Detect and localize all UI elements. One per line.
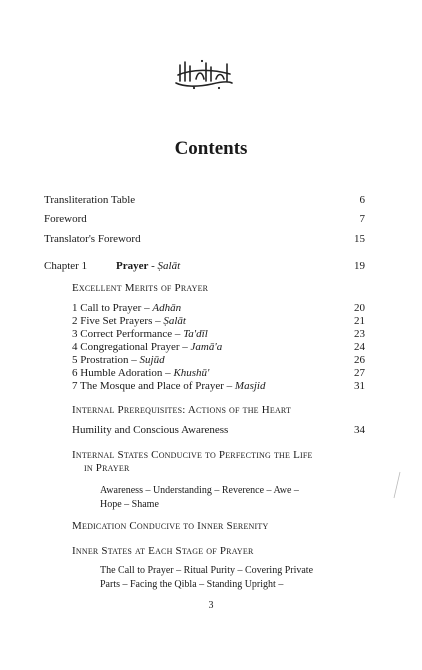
contents-page: Contents Transliteration Table 6 Foreword 7 Translator's Foreword 15 Chapter 1 Prayer - Ṣalāt 19 Excellent Merits of Prayer 1 Call to Prayer – Adhān 20 2 Five Set Prayers – Ṣalāt 21 3 Correct Performance – Ta'dīl 23 4 Congregational Prayer – Jamā'a 24 5 Prostration – Sujūd 26 6 Humble Adoration – Khushū' 27 7 The Mosque and Place of Prayer – Masjid 31 Internal Prerequisites: Actions of the Heart Humility and Conscious Awareness 34 Internal States Conducive to Perfecting the Life in Prayer Awareness – Understanding – Reverence – Awe – Hope – Shame Medication Conducive to Inner Serenity Inner States at Each Stage of Prayer The Call to Prayer – Ritual Purity – Covering Private Parts – Facing the Qibla – Standing Upright – 3 (0, 0, 422, 670)
inner-states-text: The Call to Prayer – Ritual Purity – Covering Private Parts – Facing the Qibla – Standing Upright – (100, 565, 314, 590)
chapter-translit: Ṣalāt (157, 260, 181, 272)
toc-page: 6 (359, 194, 365, 206)
internal-states-text: Awareness – Understanding – Reverence – Awe – Hope – Shame (100, 485, 299, 510)
page-number: 3 (208, 600, 214, 611)
page-title: Contents (174, 138, 248, 159)
toc-label: Translator's Foreword (44, 233, 141, 245)
toc-label: Transliteration Table (44, 194, 136, 206)
toc-page: 15 (354, 233, 365, 245)
toc-page: 7 (359, 213, 365, 225)
toc-label: Foreword (44, 213, 87, 225)
stray-pen-mark (392, 470, 402, 500)
chapter-name: Prayer (116, 260, 149, 272)
chapter-prefix: Chapter 1 (44, 260, 88, 272)
chapter-title (116, 260, 180, 273)
toc-page: 19 (354, 260, 365, 272)
bismillah-calligraphy-icon (172, 57, 234, 91)
chapter-dash: - (148, 260, 158, 272)
